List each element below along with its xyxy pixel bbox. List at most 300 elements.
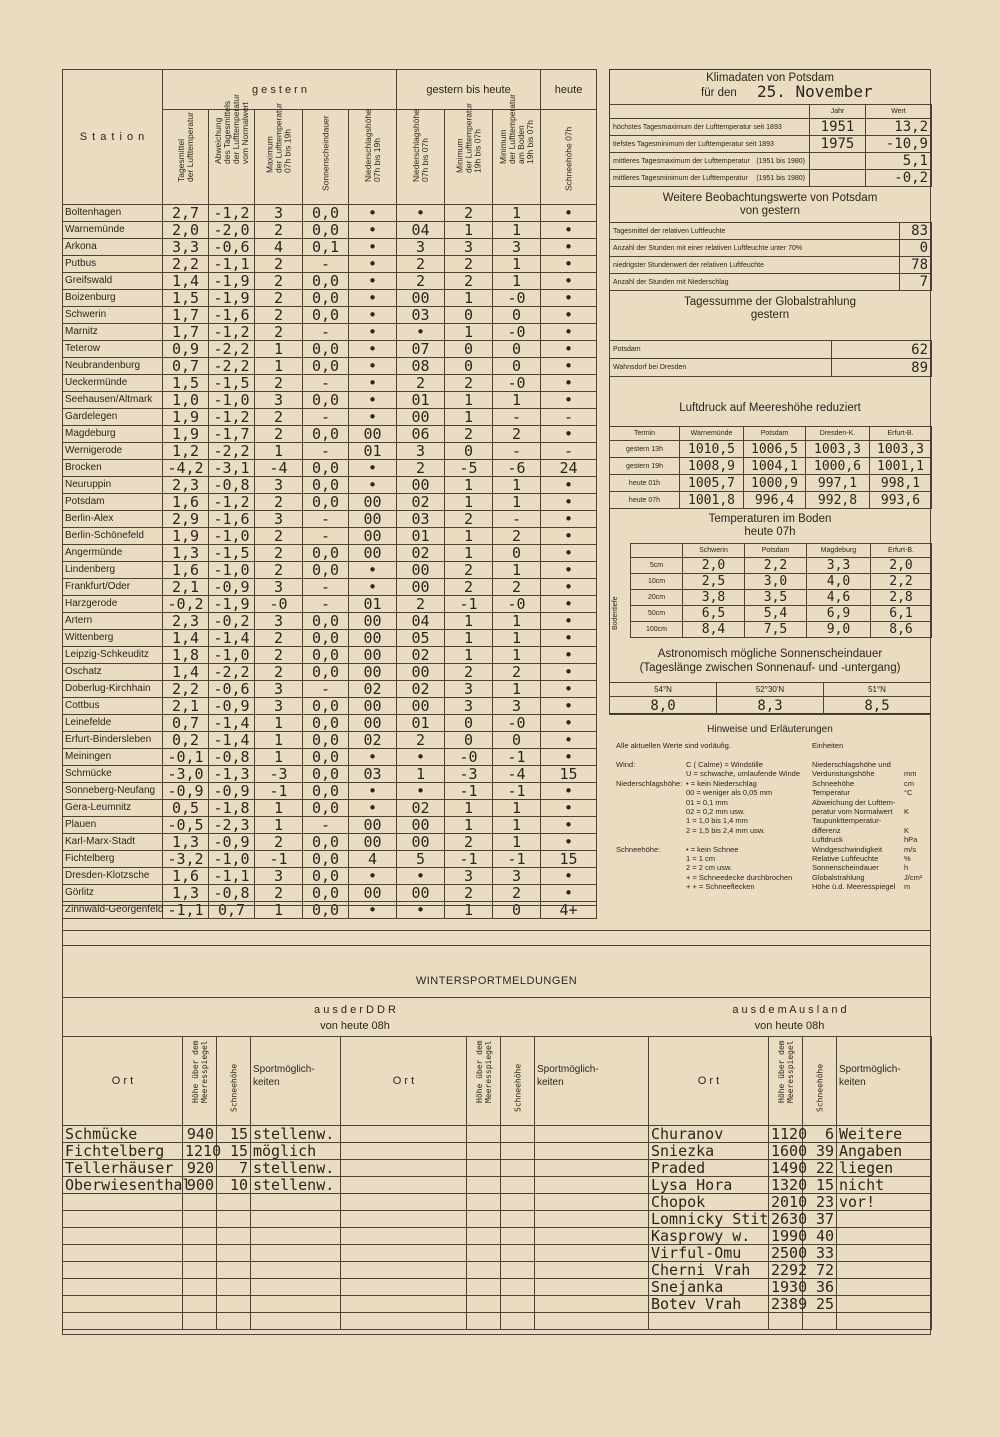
boden-value: 8,4 xyxy=(683,622,745,638)
station-value: 3 xyxy=(255,868,303,885)
station-value: 3 xyxy=(255,205,303,222)
winter-cell xyxy=(501,1245,535,1262)
station-value: 2 xyxy=(445,375,493,392)
station-name: Frankfurt/Oder xyxy=(63,579,163,596)
table-row xyxy=(649,1126,932,1143)
station-value: 0,7 xyxy=(209,902,255,919)
table-row xyxy=(63,851,597,868)
station-name: Harzgerode xyxy=(63,596,163,613)
station-value: 0,0 xyxy=(303,205,349,222)
station-value: 0,0 xyxy=(303,698,349,715)
station-value: 2,0 xyxy=(163,222,209,239)
table-row xyxy=(63,273,597,290)
winter-cell xyxy=(63,1296,183,1313)
einheit-line: differenz K xyxy=(812,825,910,835)
station-value: - xyxy=(303,528,349,545)
station-value: 2 xyxy=(255,528,303,545)
winter-cell xyxy=(467,1262,501,1279)
station-value: • xyxy=(541,392,597,409)
einheit-line: Temperatur °C xyxy=(812,788,913,798)
station-value: -2,3 xyxy=(209,817,255,834)
station-value: • xyxy=(541,324,597,341)
boden-title: Temperaturen im Boden xyxy=(708,513,832,525)
station-name: Teterow xyxy=(63,341,163,358)
station-table xyxy=(62,69,597,919)
column-header: Tagesmittel der Lufttemperatur xyxy=(163,110,209,205)
station-value: 2 xyxy=(493,664,541,681)
winter-cell xyxy=(341,1211,467,1228)
station-name: Dresden-Klotzsche xyxy=(63,868,163,885)
station-value: 3 xyxy=(397,239,445,256)
winter-cell xyxy=(63,1194,183,1211)
winter-cell: 2389 xyxy=(769,1296,803,1313)
winter-cell xyxy=(535,1228,649,1245)
winter-cell xyxy=(837,1296,932,1313)
einheit-line: Höhe ü.d. Meeresspiegel m xyxy=(812,882,911,892)
station-value: 2,1 xyxy=(163,579,209,596)
station-value: 2 xyxy=(255,630,303,647)
winter-cell: 39 xyxy=(803,1143,837,1160)
boden-value: 6,9 xyxy=(807,606,871,622)
boden-subtitle: heute 07h xyxy=(744,526,796,538)
station-value: -0,5 xyxy=(163,817,209,834)
einheit-line: Relative Luftfeuchte % xyxy=(812,853,911,863)
hinweise-intro: Alle aktuellen Werte sind vorläufig. xyxy=(616,741,731,750)
station-value: 00 xyxy=(349,545,397,562)
station-name: Fichtelberg xyxy=(63,851,163,868)
station-value: 00 xyxy=(397,477,445,494)
sonne-subtitle: (Tageslänge zwischen Sonnenauf- und -untergang) xyxy=(639,662,901,674)
table-row xyxy=(63,1126,649,1143)
winter-cell xyxy=(501,1296,535,1313)
klima-label: tiefstes Tagesminimum der Lufttemperatur seit 1893 xyxy=(610,136,810,153)
station-value: • xyxy=(349,579,397,596)
boden-value: 3,0 xyxy=(745,574,807,590)
station-value: 1,7 xyxy=(163,307,209,324)
boden-depth: 20cm xyxy=(631,590,683,606)
luftdruck-termin: heute 01h xyxy=(610,475,680,492)
winter-cell xyxy=(467,1279,501,1296)
global-label: Potsdam xyxy=(610,341,832,359)
station-value: -2,2 xyxy=(209,341,255,358)
table-row xyxy=(63,1296,649,1313)
klima-row xyxy=(610,153,932,170)
winter-cell: 33 xyxy=(803,1245,837,1262)
boden-value: 6,5 xyxy=(683,606,745,622)
station-value: 1 xyxy=(493,494,541,511)
winter-cell xyxy=(217,1279,251,1296)
station-value: • xyxy=(541,307,597,324)
winter-cell xyxy=(183,1296,217,1313)
station-value: • xyxy=(541,579,597,596)
sport-header: Sportmöglich- keiten xyxy=(535,1037,649,1126)
table-row xyxy=(63,681,597,698)
station-value: -0,9 xyxy=(209,783,255,800)
station-value: -0,6 xyxy=(209,681,255,698)
table-row xyxy=(63,239,597,256)
ausland-table xyxy=(648,1036,932,1330)
station-value: -4 xyxy=(255,460,303,477)
station-value: 03 xyxy=(349,766,397,783)
sonne-latitude: 52°30'N xyxy=(717,683,824,697)
luftdruck-value: 1000,6 xyxy=(806,458,870,475)
winter-cell xyxy=(217,1296,251,1313)
station-value: 2 xyxy=(255,494,303,511)
station-value: - xyxy=(303,579,349,596)
boden-value: 3,5 xyxy=(745,590,807,606)
station-value: 0 xyxy=(493,307,541,324)
station-value: 4+ xyxy=(541,902,597,919)
station-value: 0,0 xyxy=(303,460,349,477)
station-value: • xyxy=(541,290,597,307)
station-value: • xyxy=(397,324,445,341)
winter-cell xyxy=(183,1194,217,1211)
winter-cell xyxy=(251,1296,341,1313)
table-row xyxy=(63,1211,649,1228)
winter-cell xyxy=(341,1228,467,1245)
station-value: 1,0 xyxy=(163,392,209,409)
winter-cell: 940 xyxy=(183,1126,217,1143)
ort-header: O r t xyxy=(341,1037,467,1126)
station-value: 1 xyxy=(445,800,493,817)
station-value: 03 xyxy=(397,511,445,528)
station-value: -1,9 xyxy=(209,273,255,290)
fuer-den-label: für den xyxy=(701,87,737,99)
station-value: • xyxy=(349,290,397,307)
table-row xyxy=(63,256,597,273)
station-value: 3 xyxy=(397,443,445,460)
station-value: • xyxy=(349,562,397,579)
station-value: 2,2 xyxy=(163,256,209,273)
station-value: 1 xyxy=(445,477,493,494)
station-value: • xyxy=(541,562,597,579)
winter-cell: Schmücke xyxy=(63,1126,183,1143)
station-value: 0 xyxy=(445,443,493,460)
station-value: -2,0 xyxy=(209,222,255,239)
winter-cell xyxy=(341,1177,467,1194)
station-header: S t a t i o n xyxy=(63,70,163,205)
station-value: 1 xyxy=(255,715,303,732)
station-value: • xyxy=(541,630,597,647)
winter-cell xyxy=(467,1126,501,1143)
ddr-subtitle: von heute 08h xyxy=(320,1020,390,1032)
station-value: 2 xyxy=(397,596,445,613)
klima-section xyxy=(609,72,931,103)
station-value: 1 xyxy=(445,630,493,647)
einheit-line: peratur vom Normalwert K xyxy=(812,806,910,816)
luftdruck-value: 1001,1 xyxy=(870,458,932,475)
station-value: 2 xyxy=(445,834,493,851)
station-value: -1,1 xyxy=(209,868,255,885)
table-row xyxy=(649,1211,932,1228)
luftdruck-value: 1000,9 xyxy=(744,475,806,492)
station-value: -1,0 xyxy=(209,528,255,545)
station-value: • xyxy=(397,868,445,885)
winter-cell xyxy=(63,1279,183,1296)
station-value: • xyxy=(541,783,597,800)
table-row xyxy=(63,749,597,766)
column-header: Minimum der Lufttemperatur 19h bis 07h xyxy=(445,110,493,205)
station-value: 1 xyxy=(255,749,303,766)
station-name: Brocken xyxy=(63,460,163,477)
station-value: • xyxy=(541,358,597,375)
hinweise-left xyxy=(616,760,812,891)
station-value: • xyxy=(349,341,397,358)
station-value: 1 xyxy=(255,443,303,460)
winter-cell xyxy=(217,1228,251,1245)
station-value: 0 xyxy=(493,732,541,749)
luftdruck-col-header: Dresden-K. xyxy=(806,427,870,441)
winter-cell xyxy=(251,1211,341,1228)
klima-date: 25. November xyxy=(757,82,873,101)
winter-cell: Fichtelberg xyxy=(63,1143,183,1160)
weitere-title: Weitere Beobachtungswerte von Potsdam xyxy=(662,192,878,204)
station-value: 1,3 xyxy=(163,545,209,562)
boden-col-header: Schwerin xyxy=(683,544,745,558)
station-value: 1 xyxy=(445,902,493,919)
boden-depth: 5cm xyxy=(631,558,683,574)
station-value: • xyxy=(349,749,397,766)
winter-cell xyxy=(769,1313,803,1330)
weitere-value: 83 xyxy=(900,223,932,240)
luftdruck-value: 1003,3 xyxy=(870,441,932,458)
luftdruck-value: 1008,9 xyxy=(680,458,744,475)
station-value: - xyxy=(303,443,349,460)
winter-cell: liegen xyxy=(837,1160,932,1177)
winter-cell: Weitere xyxy=(837,1126,932,1143)
station-value: • xyxy=(541,239,597,256)
station-value: 0 xyxy=(493,545,541,562)
table-row xyxy=(63,392,597,409)
station-name: Schwerin xyxy=(63,307,163,324)
station-value: 2 xyxy=(255,562,303,579)
station-value: 0 xyxy=(445,715,493,732)
station-value: • xyxy=(541,545,597,562)
luftdruck-value: 996,4 xyxy=(744,492,806,509)
table-row xyxy=(649,1279,932,1296)
station-value: 1 xyxy=(255,732,303,749)
sonne-value: 8,5 xyxy=(824,697,931,715)
station-value: 02 xyxy=(397,494,445,511)
table-row xyxy=(63,307,597,324)
station-value: 3,3 xyxy=(163,239,209,256)
station-value: -0 xyxy=(493,375,541,392)
station-name: Ueckermünde xyxy=(63,375,163,392)
station-value: 0,1 xyxy=(303,239,349,256)
sport-header: Sportmöglich- keiten xyxy=(837,1037,932,1126)
station-value: 1,4 xyxy=(163,273,209,290)
station-value: 07 xyxy=(397,341,445,358)
winter-cell xyxy=(837,1245,932,1262)
table-row xyxy=(63,460,597,477)
station-value: • xyxy=(541,664,597,681)
station-value: 1,5 xyxy=(163,290,209,307)
station-value: 00 xyxy=(397,817,445,834)
station-value: - xyxy=(541,409,597,426)
heute-header: heute xyxy=(541,70,597,110)
station-value: -1,6 xyxy=(209,511,255,528)
winter-cell: 2010 xyxy=(769,1194,803,1211)
station-value: 1,5 xyxy=(163,375,209,392)
station-value: 02 xyxy=(397,647,445,664)
station-value: 0,0 xyxy=(303,732,349,749)
station-value: -0,8 xyxy=(209,885,255,902)
winter-cell xyxy=(467,1177,501,1194)
station-name: Neuruppin xyxy=(63,477,163,494)
winter-cell xyxy=(251,1262,341,1279)
station-value: 1 xyxy=(445,222,493,239)
luftdruck-termin: gestern 19h xyxy=(610,458,680,475)
hinweis-line: U = schwache, umlaufende Winde xyxy=(686,769,801,779)
station-value: 0,0 xyxy=(303,749,349,766)
global-row xyxy=(610,359,932,377)
luftdruck-value: 992,8 xyxy=(806,492,870,509)
station-value: 0,0 xyxy=(303,290,349,307)
winter-cell xyxy=(467,1194,501,1211)
jahr-header: Jahr xyxy=(810,105,866,119)
station-value: 03 xyxy=(397,307,445,324)
station-value: 0,0 xyxy=(303,477,349,494)
station-value: 2 xyxy=(255,256,303,273)
einheit-line: Taupunkttemperatur- xyxy=(812,816,882,826)
station-value: -1,0 xyxy=(209,392,255,409)
station-value: -0,9 xyxy=(163,783,209,800)
station-name: Gera-Leumnitz xyxy=(63,800,163,817)
station-value: • xyxy=(349,409,397,426)
station-value: 0,0 xyxy=(303,630,349,647)
klima-row xyxy=(610,170,932,187)
winter-cell xyxy=(535,1160,649,1177)
station-value: 0,0 xyxy=(303,307,349,324)
table-row xyxy=(649,1296,932,1313)
station-name: Seehausen/Altmark xyxy=(63,392,163,409)
winter-cell: stellenw. xyxy=(251,1126,341,1143)
boden-corner xyxy=(631,544,683,558)
station-value: - xyxy=(303,409,349,426)
station-name: Oschatz xyxy=(63,664,163,681)
station-value: 1,2 xyxy=(163,443,209,460)
station-value: • xyxy=(541,732,597,749)
station-value: • xyxy=(349,205,397,222)
station-value: 2 xyxy=(255,409,303,426)
boden-value: 2,2 xyxy=(871,574,932,590)
station-value: - xyxy=(541,443,597,460)
station-value: 1 xyxy=(445,392,493,409)
station-value: - xyxy=(493,409,541,426)
winter-cell xyxy=(535,1143,649,1160)
station-value: 2 xyxy=(255,307,303,324)
winter-cell xyxy=(501,1279,535,1296)
station-value: -1,0 xyxy=(209,851,255,868)
station-value: 04 xyxy=(397,613,445,630)
table-row xyxy=(63,1228,649,1245)
station-value: • xyxy=(541,375,597,392)
station-value: • xyxy=(349,273,397,290)
luftdruck-title: Luftdruck auf Meereshöhe reduziert xyxy=(679,402,861,414)
station-value: -3 xyxy=(445,766,493,783)
station-name: Wernigerode xyxy=(63,443,163,460)
table-row xyxy=(63,341,597,358)
einheit-line: Windgeschwindigkeit m/s xyxy=(812,844,917,854)
winter-cell xyxy=(501,1194,535,1211)
winter-cell: 15 xyxy=(217,1126,251,1143)
boden-row xyxy=(631,622,932,638)
station-value: 00 xyxy=(397,885,445,902)
winter-cell: 40 xyxy=(803,1228,837,1245)
station-value: 2 xyxy=(397,460,445,477)
winter-cell: 72 xyxy=(803,1262,837,1279)
gestern-bis-heute-header: gestern bis heute xyxy=(397,70,541,110)
station-value: • xyxy=(541,613,597,630)
station-value: 1,9 xyxy=(163,426,209,443)
station-value: -1,0 xyxy=(209,647,255,664)
station-value: -0,2 xyxy=(163,596,209,613)
station-value: 0,0 xyxy=(303,715,349,732)
station-name: Sonneberg-Neufang xyxy=(63,783,163,800)
einheiten-label: Einheiten xyxy=(812,741,844,750)
station-name: Leipzig-Schkeuditz xyxy=(63,647,163,664)
winter-cell xyxy=(535,1313,649,1330)
hinweis-line: 2 = 2 cm usw. xyxy=(686,863,733,873)
station-value: • xyxy=(541,205,597,222)
winter-cell xyxy=(467,1211,501,1228)
winter-cell xyxy=(501,1262,535,1279)
luftdruck-value: 1006,5 xyxy=(744,441,806,458)
boden-depth: 10cm xyxy=(631,574,683,590)
table-row xyxy=(649,1313,932,1330)
station-name: Marnitz xyxy=(63,324,163,341)
station-value: 0 xyxy=(445,358,493,375)
station-value: 3 xyxy=(445,681,493,698)
station-value: -0,6 xyxy=(209,239,255,256)
station-value: 2 xyxy=(445,562,493,579)
station-value: -1,0 xyxy=(209,562,255,579)
station-value: 3 xyxy=(493,698,541,715)
station-value: -0,9 xyxy=(209,834,255,851)
klima-year: 1951 xyxy=(810,119,866,136)
station-value: 2 xyxy=(445,256,493,273)
klima-table xyxy=(609,104,932,187)
station-value: • xyxy=(541,494,597,511)
station-value: - xyxy=(303,511,349,528)
sport-header: Sportmöglich- keiten xyxy=(251,1037,341,1126)
sonne-latitude: 54°N xyxy=(610,683,717,697)
winter-cell xyxy=(217,1245,251,1262)
table-row xyxy=(649,1143,932,1160)
winter-cell: 2630 xyxy=(769,1211,803,1228)
table-row xyxy=(63,222,597,239)
station-value: 04 xyxy=(397,222,445,239)
station-value: 1,6 xyxy=(163,562,209,579)
winter-cell xyxy=(341,1143,467,1160)
station-value: 2 xyxy=(445,664,493,681)
station-value: 00 xyxy=(349,630,397,647)
einheit-line: Verdunstungshöhe mm xyxy=(812,769,917,779)
hinweis-line: Wind: C ( Calme) = Windstille xyxy=(616,760,763,769)
station-value: 00 xyxy=(349,647,397,664)
station-value: -1 xyxy=(493,851,541,868)
table-row xyxy=(63,596,597,613)
winter-cell xyxy=(501,1211,535,1228)
station-value: 3 xyxy=(445,698,493,715)
station-value: 1 xyxy=(445,613,493,630)
boden-value: 2,0 xyxy=(871,558,932,574)
station-value: • xyxy=(541,273,597,290)
station-name: Arkona xyxy=(63,239,163,256)
table-row xyxy=(63,698,597,715)
winter-cell xyxy=(341,1279,467,1296)
table-row xyxy=(63,579,597,596)
